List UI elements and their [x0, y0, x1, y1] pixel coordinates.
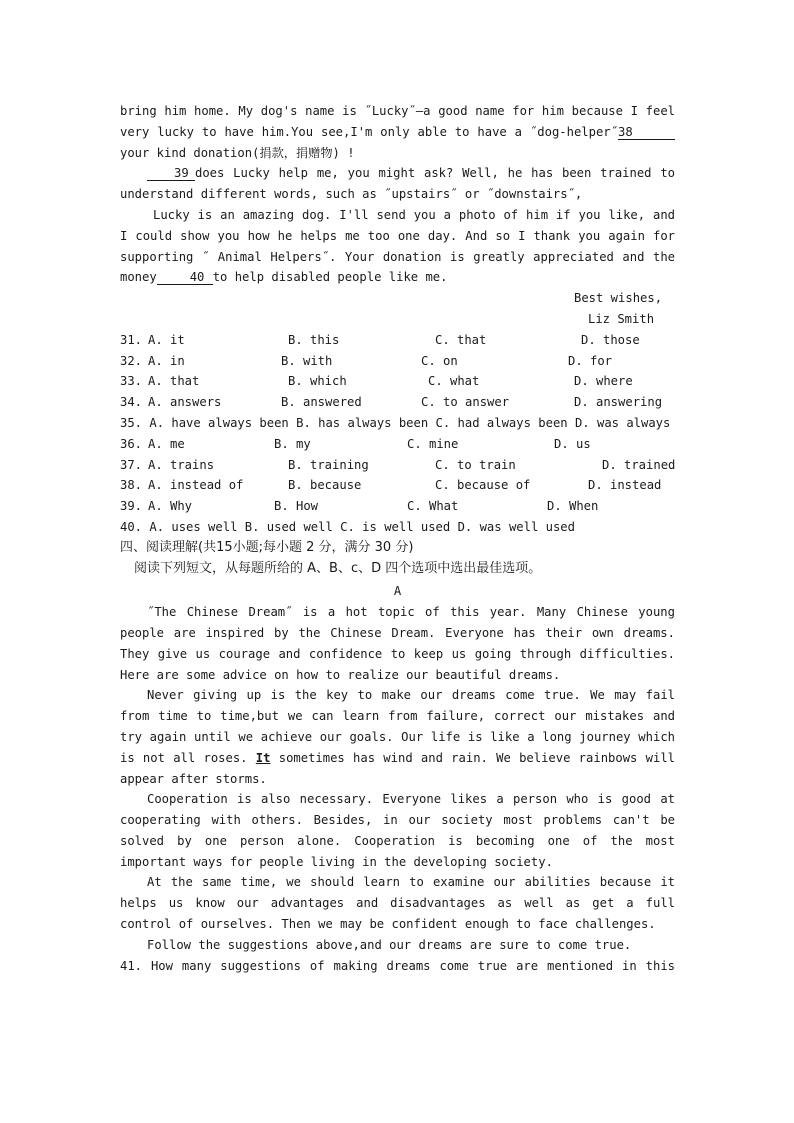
option-b: B. used well [244, 519, 333, 534]
question-number: 33. [120, 374, 143, 389]
blank-38: 38 [618, 125, 675, 140]
option-b: B. this [288, 332, 340, 347]
question-row [120, 392, 675, 413]
option-a: A. in [148, 353, 185, 368]
option-c: C. mine [407, 436, 459, 451]
option-b: B. training [288, 457, 369, 472]
option-d: D. for [568, 353, 613, 368]
question-number: 35. [120, 415, 143, 430]
passage-paragraph-5: Follow the suggestions above,and our dreams are sure to come true. [147, 937, 632, 952]
question-number: 31. [120, 332, 143, 347]
passage-paragraph-2 [120, 685, 675, 789]
passage-paragraph-3: Cooperation is also necessary. Everyone likes a person who is good at cooperating with others. Besides, in our society most problems can't be solved by one person alone. Cooperation is becoming one of the most important ways for people living in the developing society. [120, 792, 675, 869]
question-list [120, 330, 675, 538]
letter-text: does Lucky help me, you might ask? Well, he has been trained to understand different words, such as ˝upstairs˝ or ˝downstairs˝, [120, 166, 675, 202]
question-row [120, 496, 675, 517]
passage-paragraph-4: At the same time, we should learn to examine our abilities because it helps us know our advantages and disadvantages as well as get a full control of ourselves. Then we may be confident enough to face challenges. [120, 875, 675, 932]
option-d: D. trained [602, 457, 676, 472]
letter-text: bring him home. My dog's name is ˝Lucky˝—a good name for him because I feel very lucky to have him.You see,I'm only able to have a ˝dog-helper˝ [120, 104, 675, 139]
letter-paragraph-1 [120, 101, 675, 163]
option-d: D. those [581, 332, 640, 347]
option-d: D. where [574, 374, 633, 389]
question-number: 37. [120, 457, 143, 472]
question-41: 41. How many suggestions of making dreams come true are mentioned in this [120, 958, 675, 973]
question-row [120, 371, 675, 392]
option-d: D. When [547, 499, 599, 514]
question-row [120, 455, 675, 476]
option-c: C. that [435, 332, 487, 347]
option-a: A. it [148, 332, 185, 347]
option-b: B. because [288, 478, 362, 493]
option-c: C. is well used [340, 519, 451, 534]
option-c: C. because of [435, 478, 531, 493]
question-number: 36. [120, 436, 143, 451]
option-a: A. Why [148, 499, 193, 514]
option-b: B. has always been [296, 415, 429, 430]
option-b: B. answered [281, 395, 362, 410]
question-number: 34. [120, 395, 143, 410]
option-a: A. me [148, 436, 185, 451]
option-c: C. to train [435, 457, 516, 472]
option-a: A. have always been [149, 415, 289, 430]
option-a: A. instead of [148, 478, 244, 493]
question-number: 39. [120, 499, 143, 514]
section-instruction: 阅读下列短文，从每题所给的 A、B、c、D 四个选项中选出最佳选项。 [134, 560, 542, 576]
option-b: B. How [274, 499, 319, 514]
question-row [120, 434, 675, 455]
question-number: 38. [120, 478, 143, 493]
passage-paragraph-1: ˝The Chinese Dream˝ is a hot topic of this year. Many Chinese young people are inspired by the Chinese Dream. Everyone has their own dreams. They give us courage and confidence to keep us going through difficulties. Here are some advice on how to realize our beautiful dreams. [120, 605, 675, 682]
question-row [120, 413, 675, 434]
option-c: C. had always been [435, 415, 568, 430]
section-heading: 四、阅读理解(共15小题;每小题 2 分，满分 30 分) [120, 539, 414, 555]
passage-text: Never giving up is the key to make our dreams come true. We may fail from time to time,but we can learn from failure, correct our mistakes and try again until we achieve our goals. Our life is like a long journey which is not all roses. [120, 688, 675, 765]
option-b: B. which [288, 374, 347, 389]
option-d: D. was well used [457, 519, 575, 534]
letter-text: your kind donation(捐款，捐赠物) ! [120, 145, 355, 160]
option-c: C. to answer [421, 395, 510, 410]
letter-text: to help disabled people like me. [212, 270, 448, 285]
question-number: 32. [120, 353, 143, 368]
question-row [120, 517, 675, 538]
option-a: A. that [148, 374, 200, 389]
letter-paragraph-2 [120, 163, 675, 205]
option-b: B. my [274, 436, 311, 451]
option-d: D. answering [574, 395, 663, 410]
question-row [120, 475, 675, 496]
passage-text: sometimes has wind and rain. We believe rainbows will appear after storms. [120, 750, 675, 786]
option-d: D. instead [588, 478, 662, 493]
question-row [120, 330, 675, 351]
blank-40: 40 [157, 270, 213, 285]
option-c: C. what [428, 374, 480, 389]
question-row [120, 351, 675, 372]
option-d: D. was always [574, 415, 671, 430]
option-a: A. trains [148, 457, 215, 472]
underlined-word-it: It [255, 750, 271, 765]
option-d: D. us [554, 436, 591, 451]
question-number: 40. [120, 519, 143, 534]
letter-signature: Liz Smith [588, 311, 655, 326]
blank-39: 39 [147, 166, 195, 181]
letter-closing: Best wishes, [574, 291, 663, 306]
option-b: B. with [281, 353, 333, 368]
letter-text: Lucky is an amazing dog. I'll send you a photo of him if you like, and I could show you how he helps me too one day. And so I thank you again for supporting ˝ Animal Helpers˝. Your donation is greatly appreciated and the money [120, 207, 675, 285]
option-c: C. on [421, 353, 458, 368]
letter-paragraph-3 [120, 205, 675, 288]
document-page [120, 101, 675, 976]
option-a: A. uses well [149, 519, 238, 534]
option-a: A. answers [148, 395, 222, 410]
option-c: C. What [407, 499, 459, 514]
passage-label: A [393, 584, 402, 599]
